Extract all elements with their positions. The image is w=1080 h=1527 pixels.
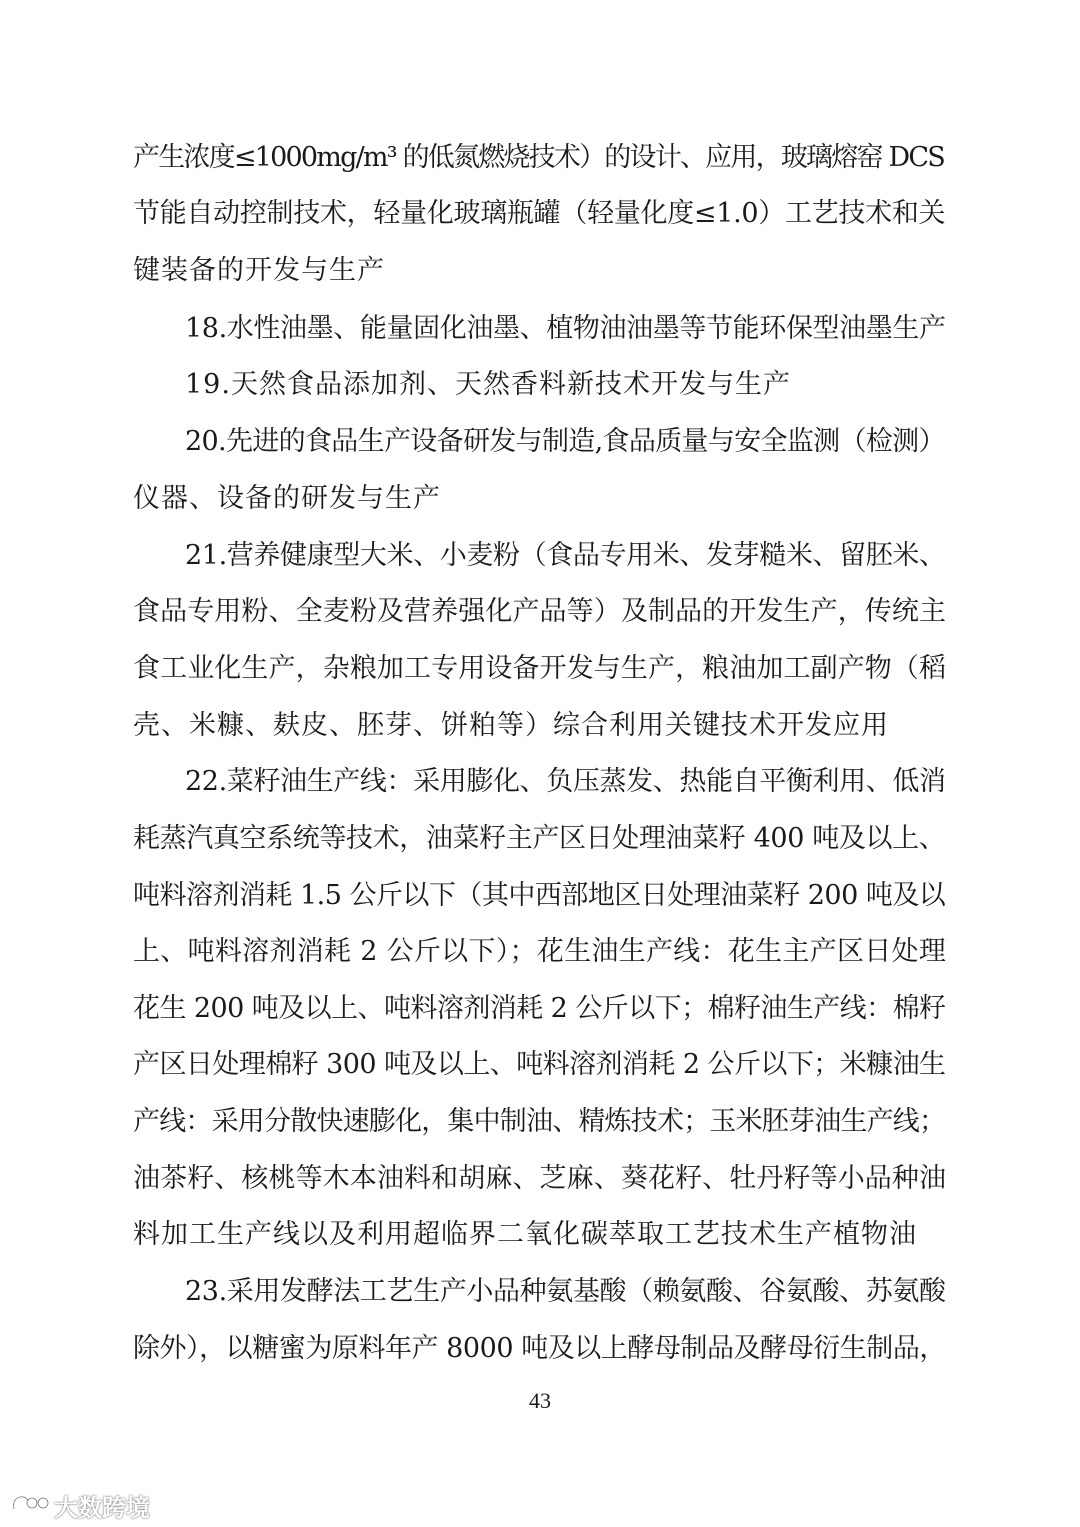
text-line: 花生 200 吨及以上、吨料溶剂消耗 2 公斤以下；棉籽油生产线：棉籽 — [133, 993, 946, 1024]
watermark-logo-icon — [10, 1491, 54, 1521]
text-line: 上、吨料溶剂消耗 2 公斤以下）；花生油生产线：花生主产区日处理 — [133, 936, 947, 967]
text-line: 产线：采用分散快速膨化，集中制油、精炼技术；玉米胚芽油生产线； — [133, 1106, 946, 1137]
text-line: 键装备的开发与生产 — [133, 255, 385, 286]
text-line: 节能自动控制技术，轻量化玻璃瓶罐（轻量化度≤1.0）工艺技术和关 — [133, 198, 946, 229]
page-number: 43 — [529, 1388, 551, 1413]
watermark-text: 大数跨境 — [54, 1494, 150, 1522]
watermark — [10, 1488, 150, 1523]
text-line: 食工业化生产，杂粮加工专用设备开发与生产，粮油加工副产物（稻 — [133, 653, 947, 684]
list-item-22: 22.菜籽油生产线：采用膨化、负压蒸发、热能自平衡利用、低消 — [185, 766, 946, 797]
list-item-20: 20.先进的食品生产设备研发与制造,食品质量与安全监测（检测） — [185, 426, 945, 457]
text-line: 除外），以糖蜜为原料年产 8000 吨及以上酵母制品及酵母衍生制品， — [133, 1333, 946, 1364]
text-line: 食品专用粉、全麦粉及营养强化产品等）及制品的开发生产，传统主 — [133, 596, 947, 627]
list-item-21: 21.营养健康型大米、小麦粉（食品专用米、发芽糙米、留胚米、 — [185, 540, 946, 571]
text-line: 产区日处理棉籽 300 吨及以上、吨料溶剂消耗 2 公斤以下；米糠油生 — [133, 1049, 946, 1080]
list-item-18: 18.水性油墨、能量固化油墨、植物油油墨等节能环保型油墨生产 — [185, 313, 946, 344]
text-line: 吨料溶剂消耗 1.5 公斤以下（其中西部地区日处理油菜籽 200 吨及以 — [133, 880, 946, 911]
list-item-19: 19.天然食品添加剂、天然香料新技术开发与生产 — [185, 369, 791, 400]
list-item-23: 23.采用发酵法工艺生产小品种氨基酸（赖氨酸、谷氨酸、苏氨酸 — [185, 1276, 946, 1307]
text-line: 耗蒸汽真空系统等技术，油菜籽主产区日处理油菜籽 400 吨及以上、 — [133, 823, 946, 854]
text-line: 仪器、设备的研发与生产 — [133, 483, 441, 514]
text-line: 料加工生产线以及利用超临界二氧化碳萃取工艺技术生产植物油 — [133, 1219, 917, 1250]
text-line: 油茶籽、核桃等木本油料和胡麻、芝麻、葵花籽、牡丹籽等小品种油 — [133, 1163, 947, 1194]
text-line: 壳、米糠、麸皮、胚芽、饼粕等）综合利用关键技术开发应用 — [133, 710, 889, 741]
text-line: 产生浓度≤1000mg/m³ 的低氮燃烧技术）的设计、应用，玻璃熔窑 DCS — [133, 142, 944, 173]
